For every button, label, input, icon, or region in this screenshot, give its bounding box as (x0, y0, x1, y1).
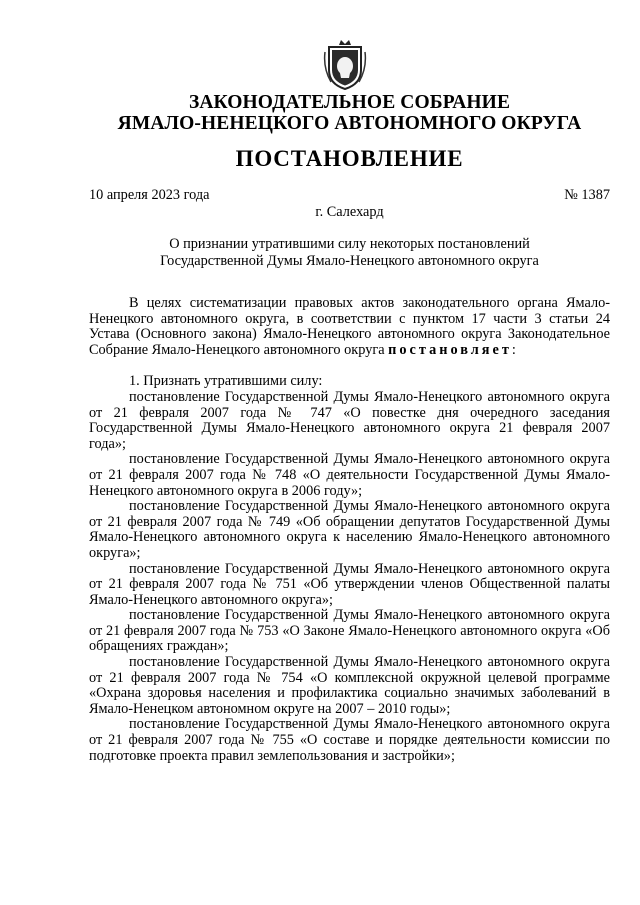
repealed-item: постановление Государственной Думы Ямало-Ненецкого автономного округа от 21 февраля 2007 года № 755 «О составе и порядке деятельности комиссии по подготовке проекта правил землепользования и застройки»; (89, 716, 610, 764)
repealed-item: постановление Государственной Думы Ямало-Ненецкого автономного округа от 21 февраля 2007 года № 749 «Об обращении депутатов Государственной Думы Ямало-Ненецкого автономного округа к населению Ямало-Ненецкого автономного округа»; (89, 498, 610, 561)
repealed-item: постановление Государственной Думы Ямало-Ненецкого автономного округа от 21 февраля 2007 года № 747 «О повестке дня очередного заседания Государственной Думы Ямало-Ненецкого автономного округа 21 февраля 2007 года»; (89, 388, 610, 452)
decree-word: постановляет (388, 341, 512, 358)
document-type: ПОСТАНОВЛЕНИЕ (235, 146, 464, 171)
document-city: г. Салехард (315, 204, 384, 220)
document-number: № 1387 (564, 187, 610, 203)
organization-line-2: ЯМАЛО-НЕНЕЦКОГО АВТОНОМНОГО ОКРУГА (117, 113, 582, 134)
preamble-text: В целях систематизации правовых актов законодательного органа Ямало-Ненецкого автономного округа, в соответствии с пунктом 17 части 3 статьи 24 Устава (Основного закона) Ямало-Ненецкого автономного округа Законодательное Собрание Ямало-Ненецкого автономного округа (89, 295, 610, 358)
repealed-item: постановление Государственной Думы Ямало-Ненецкого автономного округа от 21 февраля 2007 года № 751 «Об утверждении членов Общественной палаты Ямало-Ненецкого автономного округа»; (89, 560, 610, 608)
clause-1-heading: 1. Признать утратившими силу: (129, 373, 323, 390)
date-number-row (89, 187, 610, 205)
decree-suffix: : (511, 341, 516, 358)
subject-line-2: Государственной Думы Ямало-Ненецкого автономного округа (160, 252, 539, 269)
document-body (89, 296, 610, 764)
document-date: 10 апреля 2023 года (89, 187, 210, 203)
coat-of-arms-icon (323, 38, 367, 90)
preamble-paragraph (89, 296, 610, 358)
organization-line-1: ЗАКОНОДАТЕЛЬНОЕ СОБРАНИЕ (188, 92, 511, 113)
subject-line-1: О признании утратившими силу некоторых постановлений (169, 236, 530, 252)
repealed-item: постановление Государственной Думы Ямало-Ненецкого автономного округа от 21 февраля 2007 года № 753 «О Законе Ямало-Ненецкого автономного округа «Об обращениях граждан»; (89, 607, 610, 655)
repealed-item: постановление Государственной Думы Ямало-Ненецкого автономного округа от 21 февраля 2007 года № 754 «О комплексной окружной целевой программе «Охрана здоровья населения и профилактика социально значимых заболеваний в Ямало-Ненецком автономном округе на 2007 – 2010 годы»; (89, 654, 610, 717)
document-subject (89, 236, 610, 269)
organization-name (89, 92, 610, 134)
repealed-item: постановление Государственной Думы Ямало-Ненецкого автономного округа от 21 февраля 2007 года № 748 «О деятельности Государственной Думы Ямало-Ненецкого автономного округа в 2006 году»; (89, 451, 610, 499)
